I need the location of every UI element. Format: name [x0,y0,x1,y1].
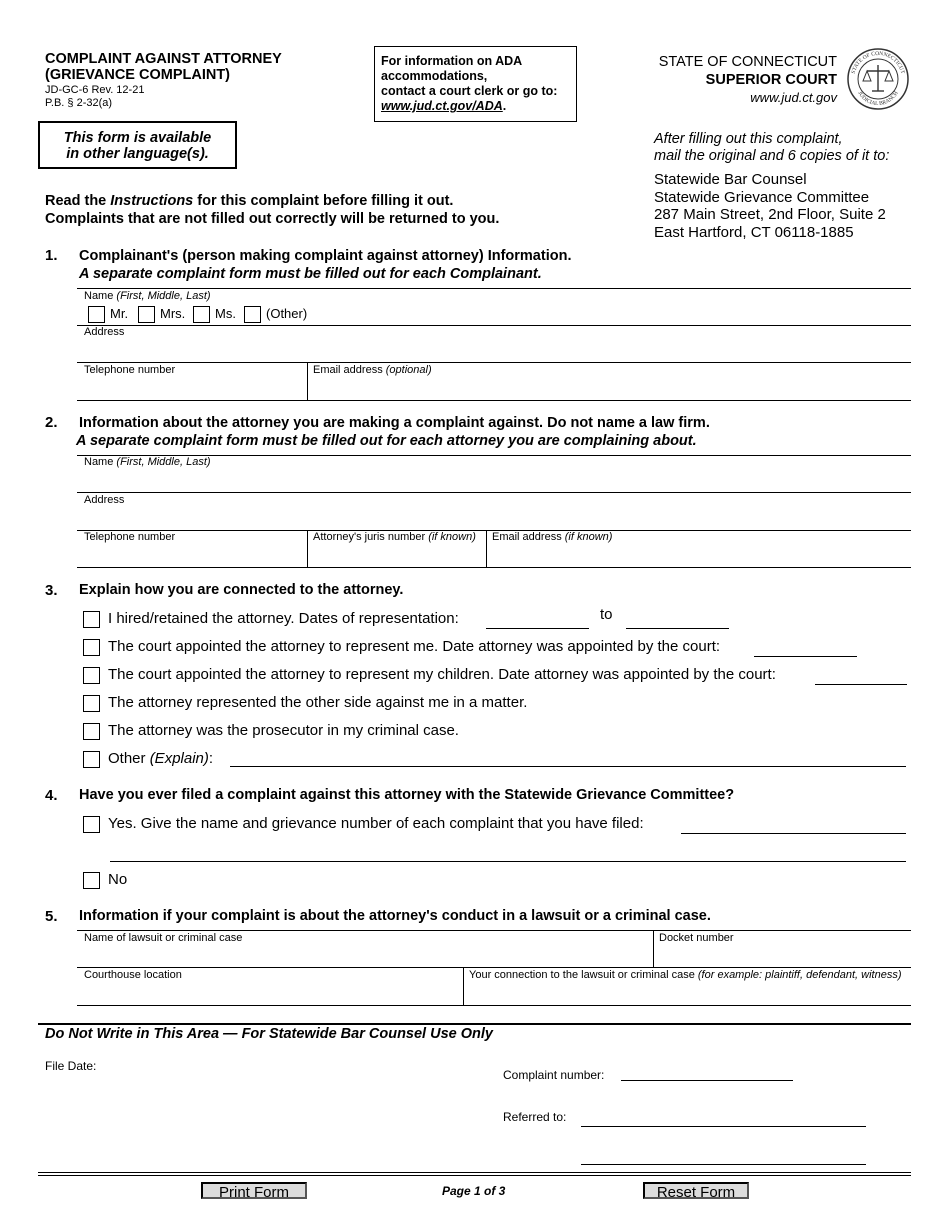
representation-end-date-input[interactable] [626,612,729,629]
referred-to-input-line1[interactable] [581,1112,866,1127]
practice-book-ref: P.B. § 2-32(a) [45,97,113,109]
complainant-email-input[interactable] [313,378,908,398]
form-title-line2: (GRIEVANCE COMPLAINT) [45,67,231,83]
name-label-hint: (First, Middle, Last) [116,456,211,468]
section2-number: 2. [45,414,58,431]
case-name-label: Name of lawsuit or criminal case [84,932,243,944]
checkbox-other[interactable] [244,306,261,323]
option-other-colon: : [208,750,214,767]
section5-number: 5. [45,908,58,925]
divider [486,530,487,568]
option-other-side-label: The attorney represented the other side against me in a matter. [108,694,528,711]
divider [463,967,464,1005]
read-instructions-pre: Read the [45,193,111,209]
court-header [659,53,837,107]
print-form-button[interactable]: Print Form [201,1182,307,1199]
address-line1: Statewide Bar Counsel [654,171,807,188]
language-notice [38,121,237,169]
other-connection-explain-input[interactable] [230,750,906,767]
footer-rule-bottom [38,1175,911,1176]
form-id: JD-GC-6 Rev. 12-21 [45,84,145,96]
attorney-juris-input[interactable] [313,546,483,566]
checkbox-yes-filed[interactable] [83,816,100,833]
ada-line2: accommodations, [381,69,488,83]
attorney-juris-label [313,531,476,543]
section1-number: 1. [45,247,58,264]
address-line2: Statewide Grievance Committee [654,188,870,206]
court-name: SUPERIOR COURT [705,72,837,88]
checkbox-ms[interactable] [193,306,210,323]
section4-number: 4. [45,787,58,804]
complainant-address-input[interactable] [84,340,908,360]
divider [77,930,911,931]
address-line3: 287 Main Street, 2nd Floor, Suite 2 [654,206,886,223]
option-other-label [108,750,213,767]
state-name: STATE OF CONNECTICUT [658,54,837,70]
mailing-instructions-line1: After filling out this complaint, [654,131,843,147]
email-label-text: Email address [492,531,565,543]
salutation-other-label: (Other) [266,306,308,321]
checkbox-mr[interactable] [88,306,105,323]
section1-heading [79,247,571,283]
footer-rule-top [38,1172,911,1173]
option-court-appointed-children-label: The court appointed the attorney to represent my children. Date attorney was appointed by the court: [108,666,776,683]
referred-to-label: Referred to: [503,1110,567,1124]
mailing-instructions-line2: mail the original and 6 copies of it to: [654,148,890,164]
prior-complaints-input-line2[interactable] [110,845,906,862]
section2-title: Information about the attorney you are making a complaint against. Do not name a law firm. [79,415,710,431]
attorney-email-label [492,531,612,543]
appointed-me-date-input[interactable] [754,640,857,657]
language-notice-line2: in other language(s). [66,146,209,162]
name-label-text: Name [84,290,117,302]
complainant-phone-input[interactable] [84,378,304,398]
case-connection-text: Your connection to the lawsuit or criminal case [469,969,698,981]
prior-complaints-input-line1[interactable] [681,817,906,834]
complainant-name-input[interactable] [310,292,908,322]
divider [77,492,911,493]
attorney-phone-input[interactable] [84,546,304,566]
section4-heading: Have you ever filed a complaint against this attorney with the Statewide Grievance Committee? [79,787,735,803]
complainant-phone-label: Telephone number [84,364,176,376]
divider [77,362,911,363]
checkbox-no-filed[interactable] [83,872,100,889]
checkbox-prosecutor[interactable] [83,723,100,740]
complainant-name-label [84,290,211,302]
seal-text-top: STATE OF CONNECTICUT [850,50,906,75]
courthouse-location-label: Courthouse location [84,969,182,981]
referred-to-input-line2[interactable] [581,1150,866,1165]
email-label-hint: (optional) [385,364,432,376]
case-name-input[interactable] [84,946,650,966]
divider [38,1023,911,1025]
file-date-label: File Date: [45,1059,97,1073]
representation-start-date-input[interactable] [486,612,589,629]
address-line4: East Hartford, CT 06118-1885 [654,223,854,241]
checkbox-other-side[interactable] [83,695,100,712]
attorney-phone-label: Telephone number [84,531,176,543]
section3-number: 3. [45,582,58,599]
divider [77,567,911,568]
option-no-filed-label: No [108,871,128,888]
section1-title: Complainant's (person making complaint against attorney) Information. [79,248,572,264]
section2-heading [76,414,710,450]
checkbox-hired[interactable] [83,611,100,628]
court-website: www.jud.ct.gov [750,90,837,105]
ada-box: For information on ADA accommodations, contact a court clerk or go to: www.jud.ct.gov/ADA. [374,46,577,122]
mailing-instructions [654,131,889,165]
case-connection-input[interactable] [469,983,908,1003]
read-instructions-post: for this complaint before filling it out. [193,193,454,209]
ada-line1: For information on ADA [381,54,523,68]
complainant-email-label [313,364,432,376]
divider [77,400,911,401]
checkbox-court-appointed-me[interactable] [83,639,100,656]
section3-heading: Explain how you are connected to the attorney. [79,582,404,598]
ada-line3: contact a court clerk or go to: [381,84,558,98]
option-yes-filed-label: Yes. Give the name and grievance number of each complaint that you have filed: [108,815,644,832]
read-instructions-line2: Complaints that are not filled out correctly will be returned to you. [45,211,500,227]
checkbox-court-appointed-children[interactable] [83,667,100,684]
option-prosecutor-label: The attorney was the prosecutor in my criminal case. [108,722,459,739]
office-use-heading: Do Not Write in This Area — For Statewide Bar Counsel Use Only [45,1026,493,1042]
divider [77,325,911,326]
complainant-address-label: Address [84,326,125,338]
reset-form-button[interactable]: Reset Form [643,1182,749,1199]
divider [307,530,308,568]
section1-subtitle: A separate complaint form must be filled out for each Complainant. [79,266,542,282]
case-connection-hint: (for example: plaintiff, defendant, witness) [697,969,902,981]
name-label-text: Name [84,456,117,468]
language-notice-line1: This form is available [63,130,212,146]
divider [77,967,911,968]
salutation-mr-label: Mr. [110,306,129,321]
form-id-block [45,84,144,110]
email-label-hint: (if known) [564,531,613,543]
salutation-mrs-label: Mrs. [160,306,186,321]
name-label-hint: (First, Middle, Last) [116,290,211,302]
option-hired-label: I hired/retained the attorney. Dates of representation: [108,610,459,627]
form-title [45,51,282,83]
option-other-text: Other [108,750,150,767]
seal-text-bottom: JUDICIAL BRANCH [856,90,900,108]
courthouse-location-input[interactable] [84,983,460,1003]
page-indicator: Page 1 of 3 [442,1184,506,1198]
mailing-address [654,171,886,241]
juris-label-hint: (if known) [428,531,476,543]
section5-heading: Information if your complaint is about the attorney's conduct in a lawsuit or a criminal case. [79,908,711,924]
read-instructions-emph: Instructions [110,193,194,209]
checkbox-other-connection[interactable] [83,751,100,768]
attorney-email-input[interactable] [492,546,908,566]
option-court-appointed-me-label: The court appointed the attorney to represent me. Date attorney was appointed by the court: [108,638,721,655]
complaint-number-input[interactable] [621,1066,793,1081]
juris-label-text: Attorney's juris number [313,531,429,543]
attorney-address-label: Address [84,494,125,506]
docket-number-input[interactable] [659,946,908,966]
form-title-line1: COMPLAINT AGAINST ATTORNEY [45,51,282,67]
date-range-to-label: to [600,606,613,623]
email-label-text: Email address [313,364,386,376]
ada-link[interactable]: www.jud.ct.gov/ADA [381,99,503,113]
attorney-name-label [84,456,211,468]
section2-subtitle: A separate complaint form must be filled out for each attorney you are complaining about. [76,433,697,449]
appointed-children-date-input[interactable] [815,668,907,685]
divider [307,362,308,400]
read-instructions-notice [45,192,499,228]
judicial-seal-icon [846,47,910,111]
attorney-name-input[interactable] [84,470,908,490]
option-other-explain: (Explain) [149,750,209,767]
salutation-ms-label: Ms. [215,306,236,321]
divider [653,930,654,967]
docket-number-label: Docket number [659,932,734,944]
complaint-number-label: Complaint number: [503,1068,605,1082]
divider [77,288,911,289]
case-connection-label [469,969,902,981]
checkbox-mrs[interactable] [138,306,155,323]
divider [77,1005,911,1006]
attorney-address-input[interactable] [84,508,908,528]
